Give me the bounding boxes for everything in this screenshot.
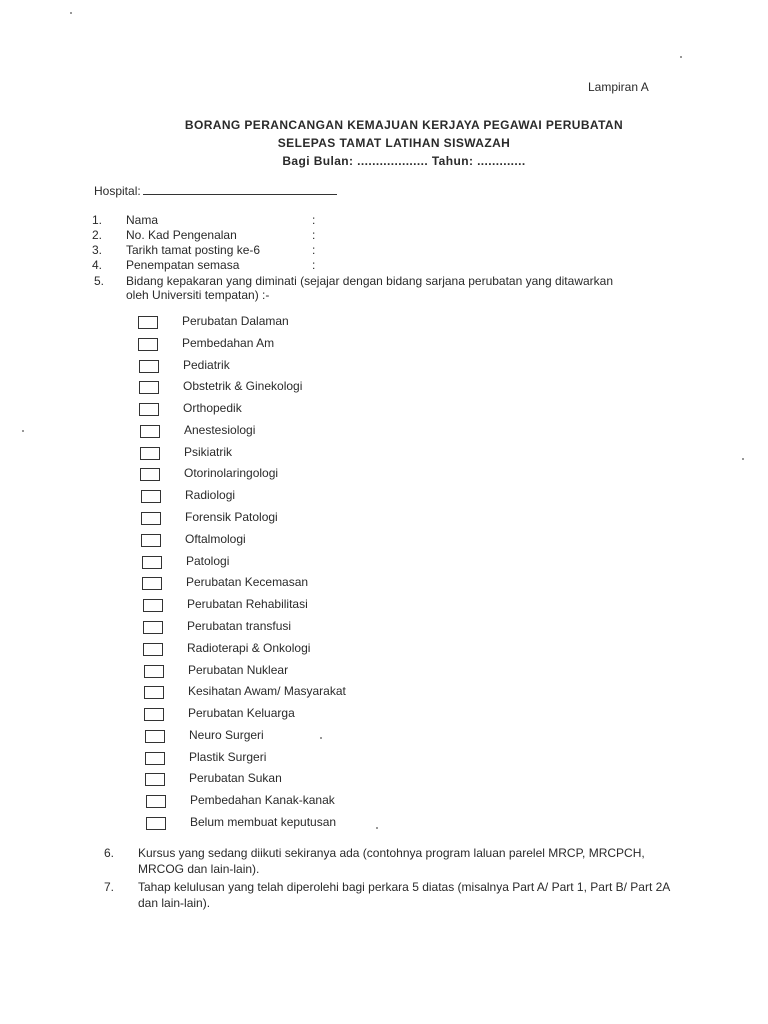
specialty-option-label: Patologi	[186, 554, 230, 568]
specialty-option-label: Plastik Surgeri	[189, 750, 267, 764]
specialty-option-label: Perubatan Nuklear	[188, 663, 289, 677]
hospital-field	[94, 184, 337, 198]
specialty-checkbox[interactable]	[141, 512, 161, 525]
specialty-checkbox[interactable]	[140, 425, 160, 438]
item-text: Tahap kelulusan yang telah diperolehi bagi perkara 5 diatas (misalnya Part A/ Part 1, Part B/ Part 2A dan lain-lain).	[138, 880, 670, 910]
item-number: 7.	[104, 880, 115, 894]
specialty-checkbox[interactable]	[139, 403, 159, 416]
field-label: Penempatan semasa	[126, 258, 240, 272]
specialty-option-label: Obstetrik & Ginekologi	[183, 379, 303, 393]
scan-speck	[320, 737, 322, 739]
specialty-option-label: Psikiatrik	[184, 445, 233, 459]
specialty-checkbox[interactable]	[139, 381, 159, 394]
specialty-checkbox[interactable]	[140, 468, 160, 481]
specialty-checkbox[interactable]	[143, 599, 163, 612]
item-text: Kursus yang sedang diikuti sekiranya ada (contohnya program laluan parelel MRCP, MRCPCH, MRCOG dan lain-lain).	[138, 846, 645, 876]
scan-speck	[22, 430, 24, 432]
form-title-line2: SELEPAS TAMAT LATIHAN SISWAZAH	[277, 136, 511, 150]
specialty-option-label: Radiologi	[185, 488, 236, 502]
specialty-option-label: Belum membuat keputusan	[190, 815, 337, 829]
specialty-checkbox[interactable]	[141, 534, 161, 547]
field-colon: :	[312, 243, 316, 257]
scan-speck	[70, 12, 72, 14]
specialty-option-label: Oftalmologi	[185, 532, 246, 546]
field-number: 2.	[92, 228, 103, 242]
specialty-checkbox[interactable]	[141, 490, 161, 503]
specialty-checkbox[interactable]	[145, 773, 165, 786]
specialty-option-label: Perubatan Keluarga	[188, 706, 295, 720]
specialty-checkbox[interactable]	[144, 708, 164, 721]
specialty-checkbox[interactable]	[145, 730, 165, 743]
field-colon: :	[312, 213, 316, 227]
specialty-option-label: Radioterapi & Onkologi	[187, 641, 311, 655]
specialty-option-label: Perubatan transfusi	[187, 619, 292, 633]
specialty-option-label: Neuro Surgeri	[189, 728, 264, 742]
specialty-checkbox[interactable]	[145, 752, 165, 765]
specialty-checkbox[interactable]	[144, 686, 164, 699]
field-label: Tarikh tamat posting ke-6	[126, 243, 261, 257]
specialty-option-label: Kesihatan Awam/ Masyarakat	[188, 684, 346, 698]
specialty-checkbox[interactable]	[143, 643, 163, 656]
field-number: 3.	[92, 243, 103, 257]
field5-number: 5.	[94, 274, 105, 288]
specialty-option-label: Forensik Patologi	[185, 510, 278, 524]
specialty-option-label: Perubatan Rehabilitasi	[187, 597, 308, 611]
specialty-option-label: Perubatan Sukan	[189, 771, 282, 785]
specialty-option-label: Perubatan Kecemasan	[186, 575, 309, 589]
specialty-option-label: Pembedahan Am	[182, 336, 275, 350]
specialty-checkbox[interactable]	[142, 577, 162, 590]
hospital-blank-line	[143, 184, 337, 195]
field5-text: Bidang kepakaran yang diminati (sejajar dengan bidang sarjana perubatan yang ditawarkan oleh Universiti tempatan) :-	[126, 274, 613, 302]
field-number: 1.	[92, 213, 103, 227]
appendix-label: Lampiran A	[588, 80, 649, 94]
scan-speck	[742, 458, 744, 460]
field-colon: :	[312, 228, 316, 242]
specialty-option-label: Perubatan Dalaman	[182, 314, 289, 328]
specialty-checkbox[interactable]	[142, 556, 162, 569]
item-number: 6.	[104, 846, 115, 860]
specialty-option-label: Orthopedik	[183, 401, 242, 415]
field-label: Nama	[126, 213, 159, 227]
specialty-checkbox[interactable]	[146, 817, 166, 830]
scan-speck	[376, 827, 378, 829]
specialty-checkbox[interactable]	[138, 316, 158, 329]
specialty-option-label: Pembedahan Kanak-kanak	[190, 793, 335, 807]
form-title-period: Bagi Bulan: ................... Tahun: .............	[282, 154, 526, 168]
specialty-checkbox[interactable]	[138, 338, 158, 351]
field-number: 4.	[92, 258, 103, 272]
specialty-checkbox[interactable]	[140, 447, 160, 460]
specialty-checkbox[interactable]	[139, 360, 159, 373]
specialty-option-label: Anestesiologi	[184, 423, 256, 437]
hospital-label: Hospital:	[94, 184, 141, 198]
specialty-option-label: Pediatrik	[183, 358, 230, 372]
field-colon: :	[312, 258, 316, 272]
specialty-option-label: Otorinolaringologi	[184, 466, 279, 480]
specialty-checkbox[interactable]	[143, 621, 163, 634]
scan-speck	[680, 56, 682, 58]
specialty-checkbox[interactable]	[146, 795, 166, 808]
field-label: No. Kad Pengenalan	[126, 228, 237, 242]
form-title-line1: BORANG PERANCANGAN KEMAJUAN KERJAYA PEGAWAI PERUBATAN	[184, 118, 624, 132]
specialty-checkbox[interactable]	[144, 665, 164, 678]
